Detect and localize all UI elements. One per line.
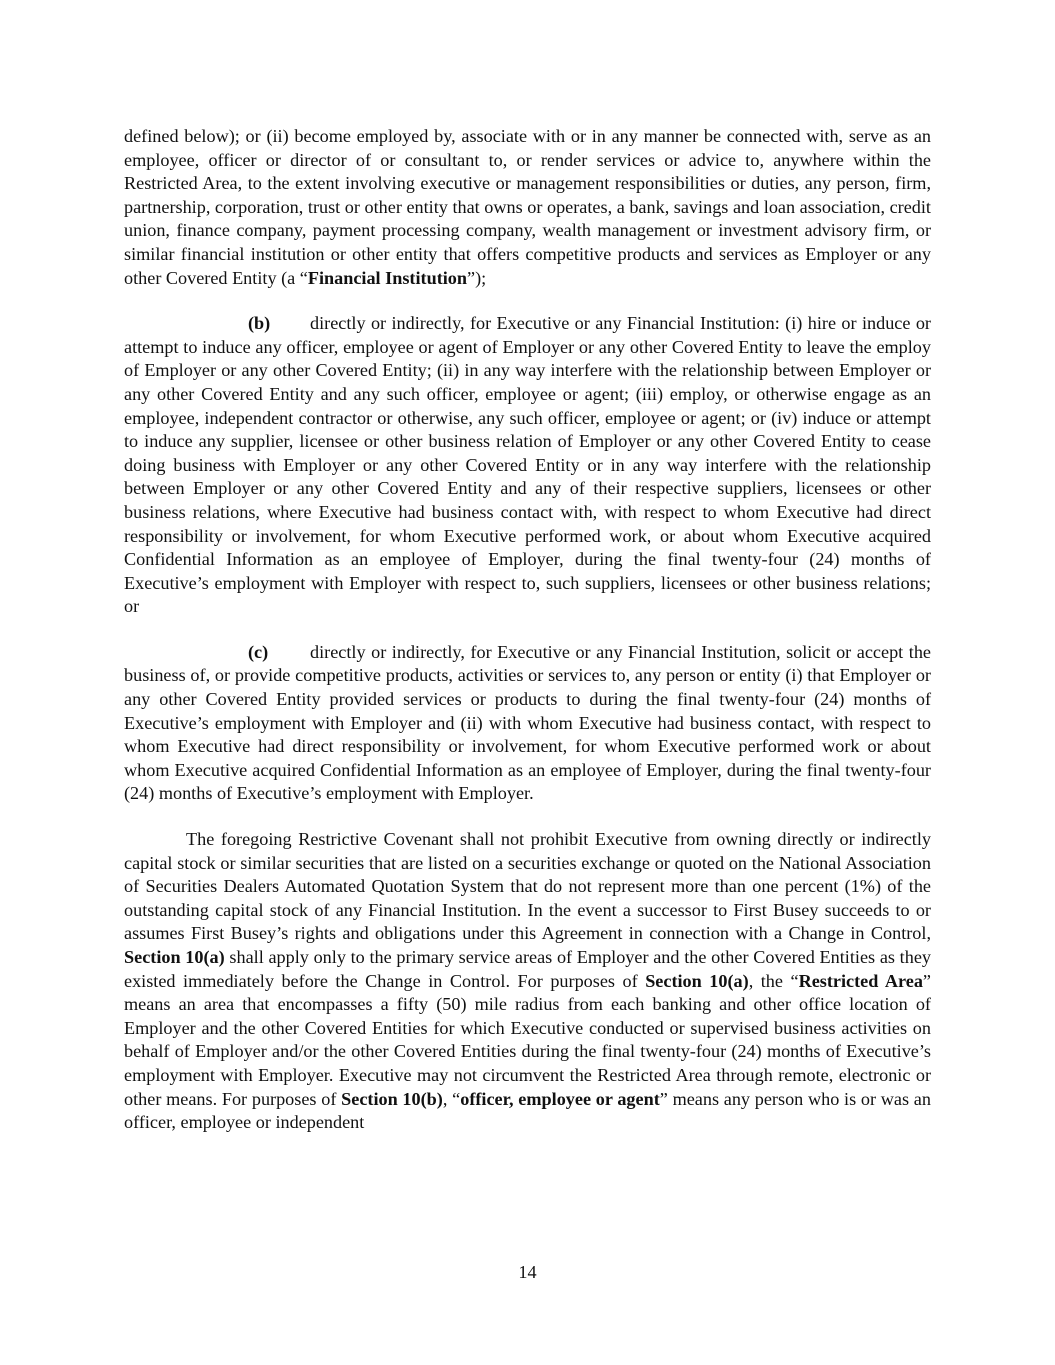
paragraph-b [124,312,931,619]
paragraph-intro [124,125,931,290]
paragraph-c-label: (c) [248,641,269,662]
defined-term-financial-institution: Financial Institution [307,267,468,288]
section-ref-10a-first: Section 10(a) [124,947,225,967]
paragraph-c [124,641,931,806]
final-text-4: ” means an area that encompasses a fifty (50) mile radius from each banking and other office location of Employer and the other Covered Entities for which Executive conducted or supervised business activities on behalf of Employer and/or the other Covered Entities during the final twenty-four (24) months of Executive’s employment with Employer. Executive may not circumvent the Restricted Area through remote, electronic or other means. For purposes of [124,970,931,1109]
section-ref-10b: Section 10(b) [341,1088,443,1109]
final-text-3: , the “ [748,970,799,991]
page-number: 14 [518,1262,537,1282]
paragraph-c-text: directly or indirectly, for Executive or any Financial Institution, solicit or accept the business of, or provide competitive products, activities or services to, any person or entity (i) that Employer or any other Covered Entity provided services or products to during the final twenty-four (24) months of Executive’s employment with Employer and (ii) with whom Executive had business contact, with respect to whom Executive had direct responsibility or involvement, for whom Executive performed work or about whom Executive acquired Confidential Information as an employee of Employer, during the final twenty-four (24) months of Executive’s employment with Employer. [124,641,931,804]
final-text-5: , “ [442,1088,461,1109]
defined-term-restricted-area: Restricted Area [798,970,923,991]
final-text-6: ” means any person who is or was an officer, employee or independent [124,1088,931,1133]
final-text-2: shall apply only to the primary service areas of Employer and the other Covered Entities as they existed immediately before the Change in Control. For purposes of [124,947,931,991]
document-body [124,125,931,1135]
section-ref-10a-second: Section 10(a) [645,970,749,991]
paragraph-final [124,828,931,1135]
paragraph-b-label: (b) [248,313,271,334]
intro-text-1: defined below); or (ii) become employed by, associate with or in any manner be connected with, serve as an employee, officer or director of or consultant to, or render services or advice to, anywhere within the Restricted Area, to the extent involving executive or management responsibilities or duties, any person, firm, partnership, corporation, trust or other entity that owns or operates, a bank, savings and loan association, credit union, finance company, payment processing company, wealth management or investment advisory firm, or similar financial institution or other entity that offers competitive products and services as Employer or any other Covered Entity (a “ [124,126,931,288]
final-text-1: The foregoing Restrictive Covenant shall not prohibit Executive from owning directly or indirectly capital stock or similar securities that are listed on a securities exchange or quoted on the National Association of Securities Dealers Automated Quotation System that do not represent more than one percent (1%) of the outstanding capital stock of any Financial Institution. In the event a successor to First Busey succeeds to or assumes First Busey’s rights and obligations under this Agreement in connection with a Change in Control, [124,829,931,944]
paragraph-b-text: directly or indirectly, for Executive or any Financial Institution: (i) hire or induce or attempt to induce any officer, employee or agent of Employer or any other Covered Entity to leave the employ of Employer or any other Covered Entity; (ii) in any way interfere with the relationship between Employer or any other Covered Entity and any such officer, employee or agent; (iii) employ, or otherwise engage as an employee, independent contractor or otherwise, any such officer, employee or agent; or (iv) induce or attempt to induce any supplier, licensee or other business relation of Employer or any other Covered Entity to cease doing business with Employer or any other Covered Entity or in any way interfere with the relationship between Employer or any other Covered Entity and any of their respective suppliers, licensees or other business relations, where Executive had business contact with, with respect to whom Executive had direct responsibility or involvement, for whom Executive performed work, or about whom Executive acquired Confidential Information as an employee of Employer, during the final twenty-four (24) months of Executive’s employment with Employer with respect to, such suppliers, licensees or other business relations; or [124,313,931,617]
defined-term-officer-employee-agent: officer, employee or agent [460,1088,660,1109]
intro-text-2: ”); [467,267,487,288]
